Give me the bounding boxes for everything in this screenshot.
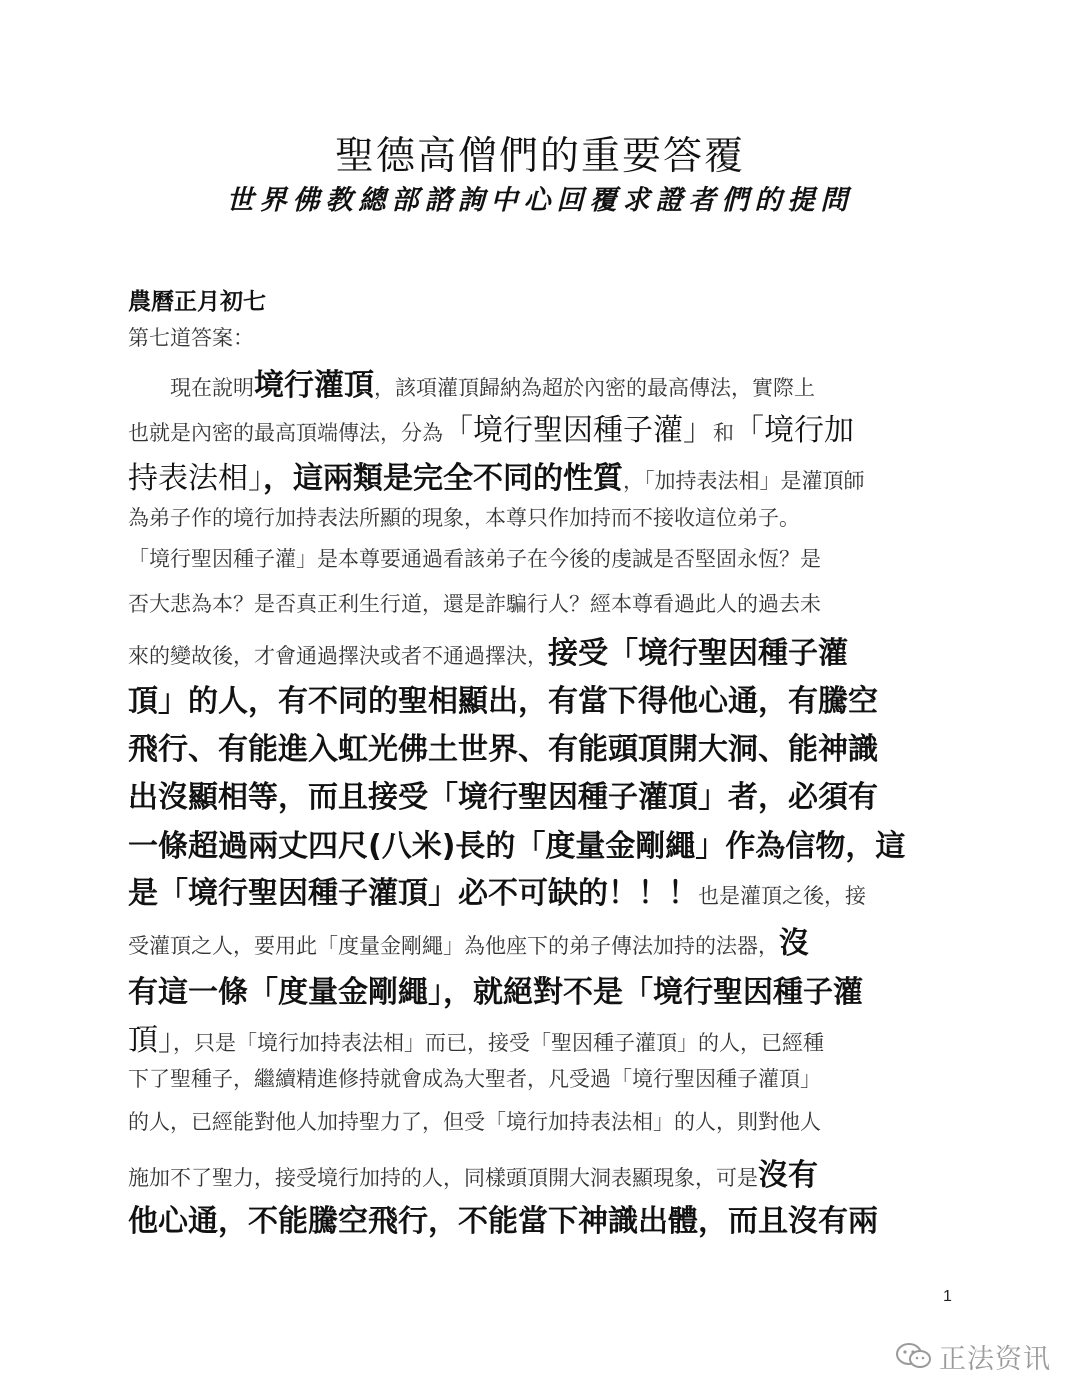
text-run: ，這兩類是完全不同的性質 — [263, 461, 623, 496]
watermark — [895, 1336, 1065, 1376]
text-run: 受灌頂之人，要用此「度量金剛繩」為他座下的弟子傳法加持的法器， — [128, 934, 779, 958]
text-run: 下了聖種子，繼續精進修持就會成為大聖者，凡受過「境行聖因種子灌頂」 — [128, 1067, 821, 1091]
lunar-date-heading: 農曆正月初七 — [128, 289, 266, 315]
text-run: 施加不了聖力，接受境行加持的人，同樣頭頂開大洞表顯現象，可是 — [128, 1166, 758, 1190]
body-line — [128, 724, 878, 768]
body-line — [128, 676, 878, 720]
text-run: 有這一條「度量金剛繩」，就絕對不是「境行聖因種子灌 — [128, 975, 863, 1010]
text-run: 他心通，不能騰空飛行，不能當下神識出體，而且沒有兩 — [128, 1204, 878, 1239]
body-line — [128, 453, 865, 497]
answer-heading: 第七道答案： — [128, 326, 254, 350]
text-run: 頂」的人，有不同的聖相顯出，有當下得他心通，有騰空 — [128, 684, 878, 719]
body-line — [128, 772, 878, 816]
text-run: ，「加持表法相」是灌頂師 — [623, 469, 865, 493]
body-line — [128, 1063, 821, 1093]
text-run: 境行灌頂 — [254, 368, 374, 403]
body-line — [128, 967, 863, 1011]
body-line — [128, 918, 809, 962]
body-line — [128, 1106, 821, 1136]
text-run: 「境行聖因種子灌」是本尊要通過看該弟子在今後的虔誠是否堅固永恆？是 — [128, 547, 821, 571]
body-line — [128, 1196, 878, 1240]
text-run: 現在說明 — [128, 376, 254, 400]
text-run: 沒 — [779, 926, 809, 961]
text-run: 來的變故後，才會通過擇決或者不通過擇決， — [128, 644, 548, 668]
text-run: 「境行加 — [734, 413, 854, 448]
text-run: 飛行、有能進入虹光佛土世界、有能頭頂開大洞、能神識 — [128, 732, 878, 767]
text-run: 頂」 — [128, 1023, 173, 1058]
text-run: 的人，已經能對他人加持聖力了，但受「境行加持表法相」的人，則對他人 — [128, 1110, 821, 1134]
text-run: 也就是內密的最高頂端傳法，分為 — [128, 421, 443, 445]
body-line — [128, 502, 800, 532]
document-title: 聖德高僧們的重要答覆 — [334, 134, 745, 179]
text-run: ，只是「境行加持表法相」而已，接受「聖因種子灌頂」的人，已經種 — [173, 1031, 824, 1055]
text-run: 接受「境行聖因種子灌 — [548, 636, 848, 671]
body-line — [128, 821, 905, 865]
text-run: 出沒顯相等，而且接受「境行聖因種子灌頂」者，必須有 — [128, 780, 878, 815]
page-number: 1 — [943, 1288, 952, 1305]
text-run: 否大悲為本？是否真正利生行道，還是詐騙行人？經本尊看過此人的過去未 — [128, 592, 821, 616]
wechat-icon — [895, 1342, 933, 1370]
text-run: 為弟子作的境行加持表法所顯的現象，本尊只作加持而不接收這位弟子。 — [128, 506, 800, 530]
document-subtitle: 世界佛教總部諮詢中心回覆求證者們的提問 — [226, 185, 854, 216]
text-run: 沒有 — [758, 1158, 818, 1193]
body-line — [128, 628, 848, 672]
text-run: 和 — [713, 421, 734, 445]
watermark-text: 正法资讯 — [939, 1343, 1051, 1375]
text-run: ，該項灌頂歸納為超於內密的最高傳法，實際上 — [374, 376, 815, 400]
text-run: 是「境行聖因種子灌頂」必不可缺的！！！ — [128, 876, 698, 911]
body-line — [128, 405, 854, 449]
text-run: 持表法相」 — [128, 461, 263, 496]
body-line — [128, 868, 866, 912]
body-line — [128, 1150, 818, 1194]
text-run: 也是灌頂之後，接 — [698, 884, 866, 908]
body-line — [128, 543, 821, 573]
text-run: 一條超過兩丈四尺(八米)長的「度量金剛繩」作為信物，這 — [128, 829, 906, 864]
body-line — [128, 588, 821, 618]
text-run: 「境行聖因種子灌」 — [443, 413, 713, 448]
body-line — [128, 360, 815, 404]
body-line — [128, 1015, 824, 1059]
